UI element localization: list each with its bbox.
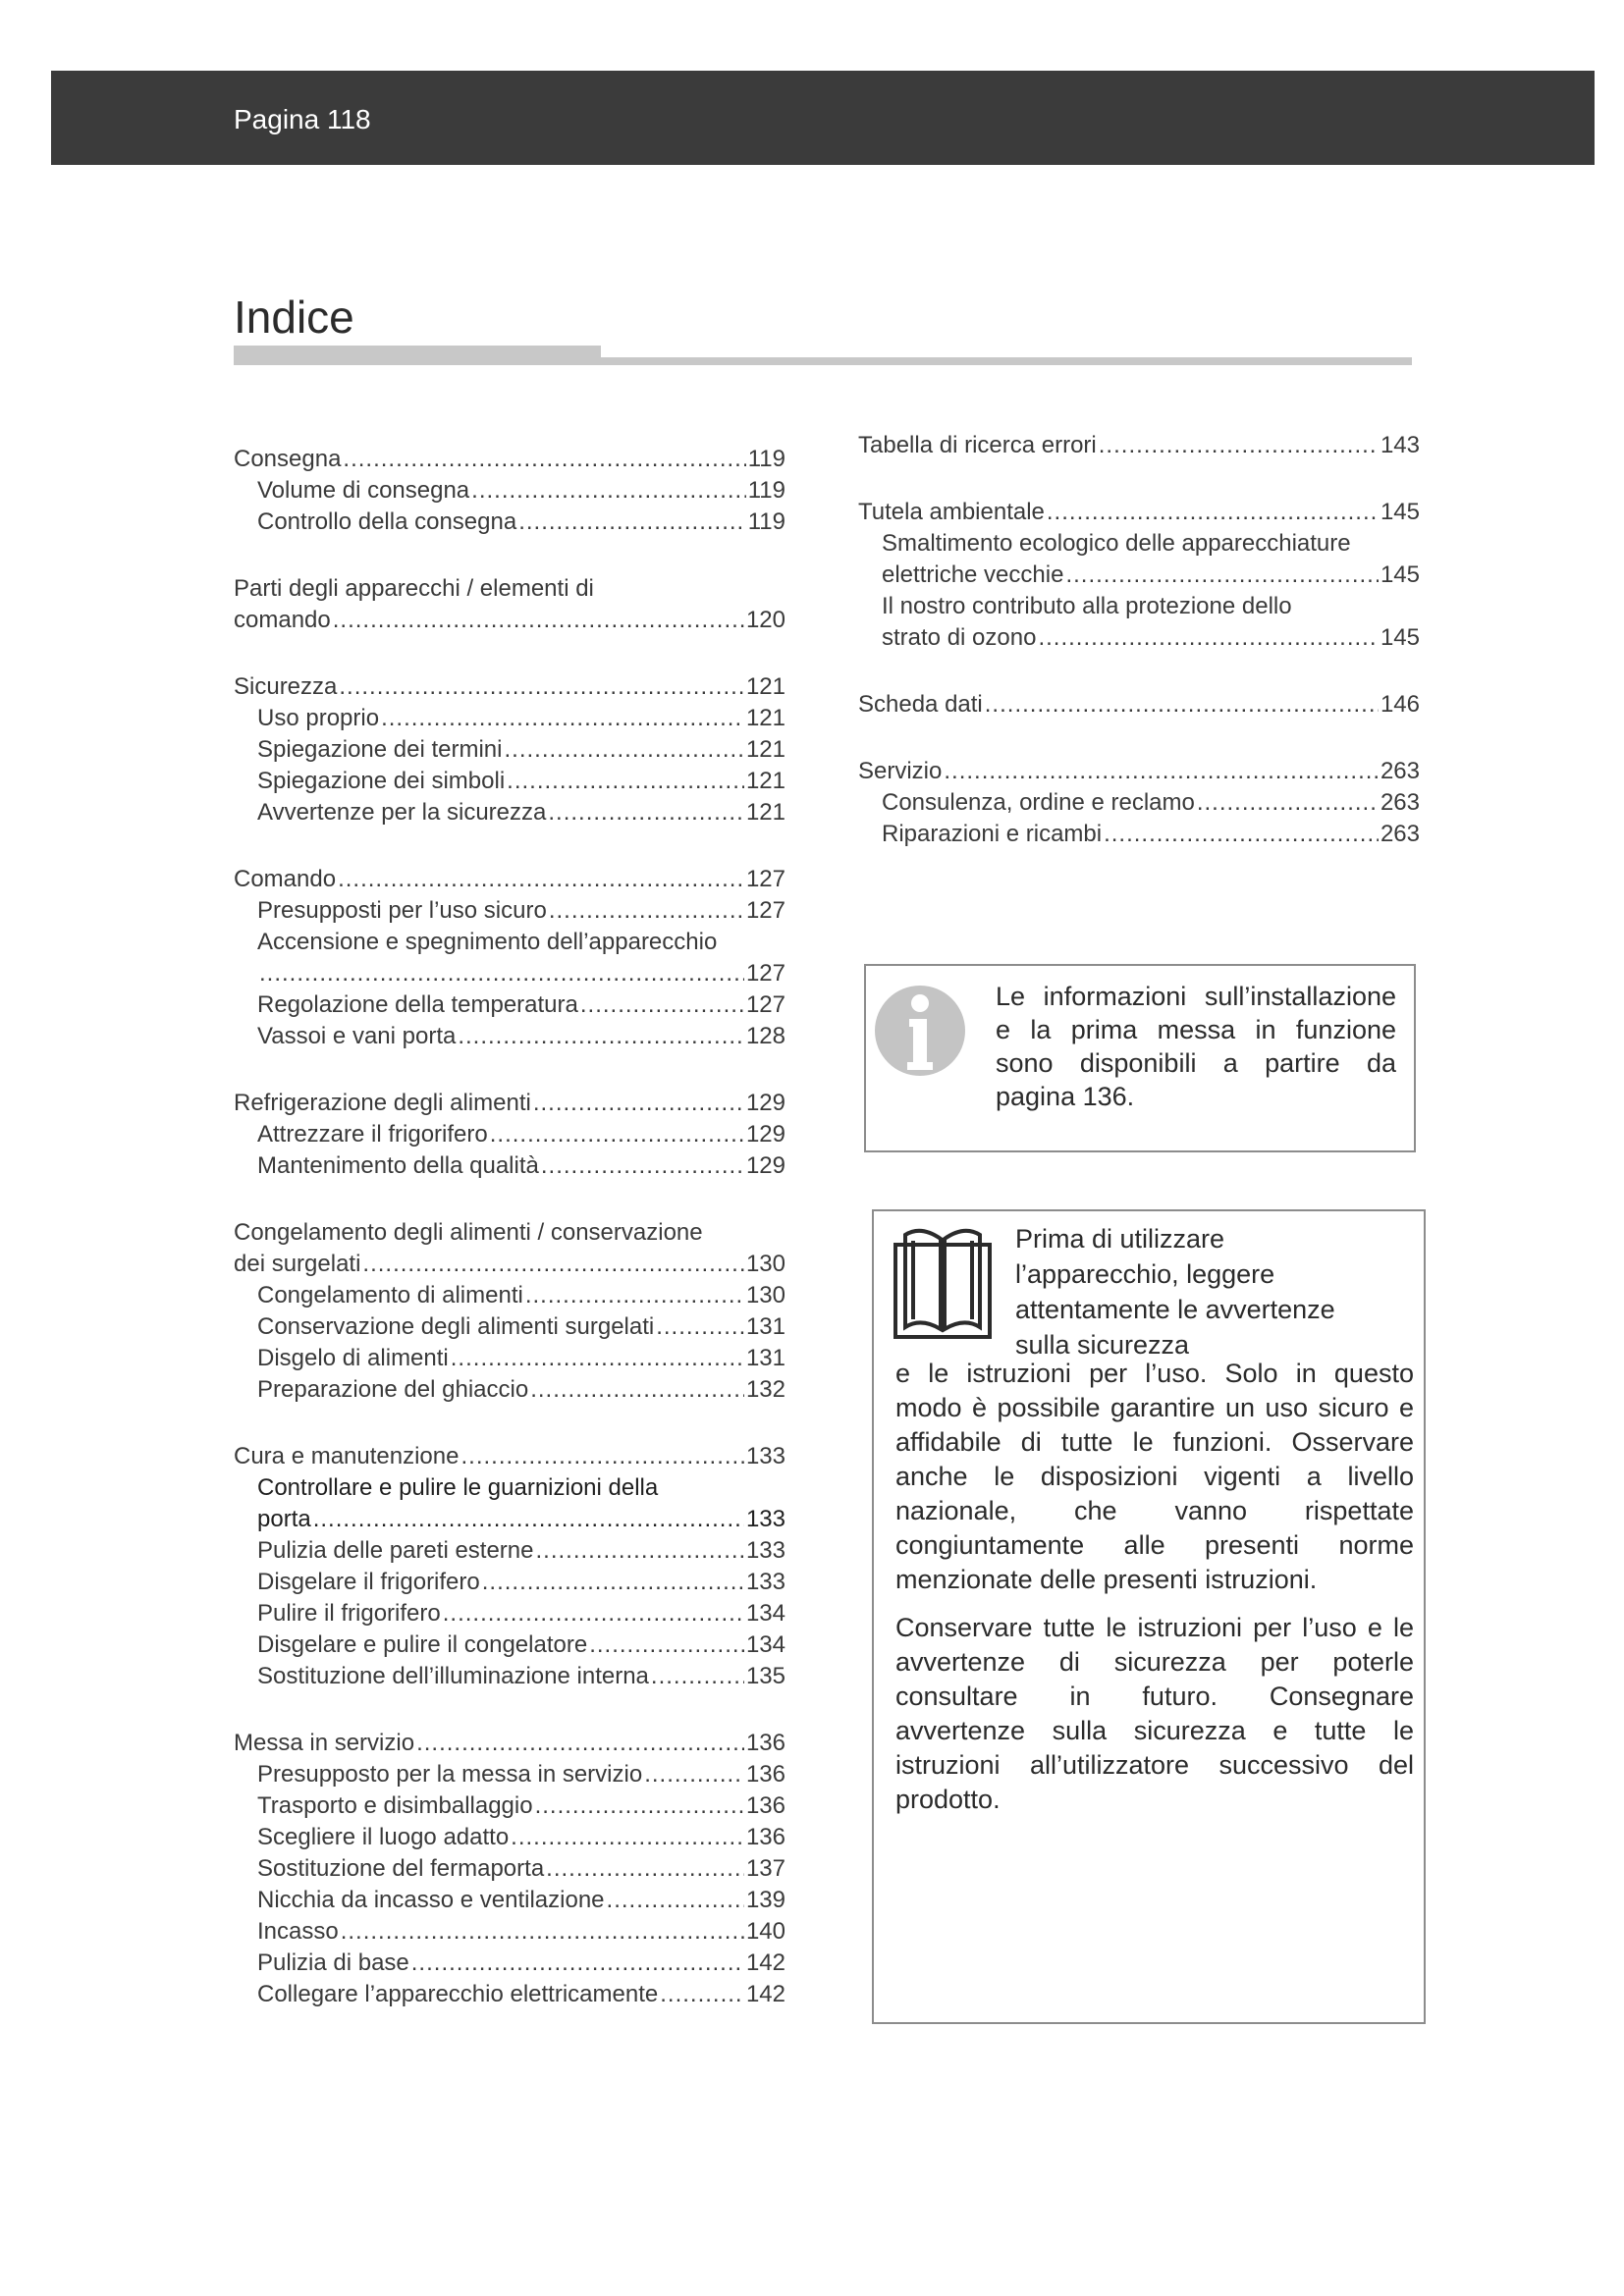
toc-leader-dots: [381, 703, 744, 734]
toc-page-number: 121: [745, 705, 785, 731]
toc-entry-label: Attrezzare il frigorifero: [257, 1121, 488, 1148]
toc-entry-label: Mantenimento della qualità: [257, 1152, 539, 1179]
read-manual-box: [872, 1209, 1426, 2024]
toc-page-number: 142: [745, 1981, 785, 2007]
toc-entry-label: Preparazione del ghiaccio: [257, 1376, 529, 1403]
toc-entry-label: Disgelare il frigorifero: [257, 1569, 480, 1595]
toc-subentry: [234, 1822, 785, 1853]
toc-left-column: [234, 444, 785, 2046]
toc-right-column: [858, 430, 1420, 885]
toc-page-number: 130: [745, 1251, 785, 1277]
toc-page-number: 145: [1380, 499, 1420, 525]
toc-entry: [858, 689, 1420, 721]
toc-page-number: 121: [745, 768, 785, 794]
toc-entry-label: porta: [257, 1506, 311, 1532]
toc-section: [234, 444, 785, 538]
page-title: Indice: [234, 292, 354, 343]
toc-entry-label: Collegare l’apparecchio elettricamente: [257, 1981, 659, 2007]
toc-page-number: 263: [1380, 758, 1420, 784]
toc-entry-label: Disgelo di alimenti: [257, 1345, 449, 1371]
toc-subentry: [858, 622, 1420, 654]
toc-leader-dots: [471, 475, 746, 507]
toc-subentry: [234, 1790, 785, 1822]
toc-page-number: 140: [745, 1918, 785, 1945]
toc-leader-dots: [1197, 787, 1379, 819]
toc-page-number: 121: [745, 736, 785, 763]
toc-entry: [858, 497, 1420, 528]
toc-entry-label: Sostituzione del fermaporta: [257, 1855, 545, 1882]
toc-page-number: 127: [745, 866, 785, 892]
toc-subentry: [858, 560, 1420, 591]
toc-subentry: [234, 1916, 785, 1948]
toc-leader-dots: [511, 1822, 744, 1853]
toc-entry-label: Pulizia di base: [257, 1949, 409, 1976]
toc-entry-label: elettriche vecchie: [882, 561, 1064, 588]
toc-entry-label: Vassoi e vani porta: [257, 1023, 457, 1049]
toc-leader-dots: [416, 1728, 744, 1759]
toc-section: [858, 756, 1420, 850]
toc-subentry: [858, 787, 1420, 819]
toc-entry-label: Conservazione degli alimenti surgelati: [257, 1313, 655, 1340]
toc-subentry: [234, 734, 785, 766]
toc-subentry: [234, 766, 785, 797]
toc-entry: [234, 864, 785, 895]
toc-subentry: [234, 1535, 785, 1567]
toc-entry-label: Consegna: [234, 446, 342, 472]
toc-leader-dots: [1047, 497, 1379, 528]
toc-entry-label: Pulire il frigorifero: [257, 1600, 441, 1627]
toc-entry-label: Parti degli apparecchi / elementi di: [234, 575, 594, 602]
toc-subentry: [234, 1853, 785, 1885]
page-number-label: Pagina 118: [234, 104, 371, 134]
toc-leader-dots: [580, 989, 744, 1021]
toc-entry-label: Controllare e pulire le guarnizioni della: [257, 1474, 659, 1501]
toc-subentry: [234, 1948, 785, 1979]
toc-entry-label: Cura e manutenzione: [234, 1443, 460, 1469]
toc-page-number: 127: [745, 960, 785, 987]
toc-page-number: 133: [745, 1443, 785, 1469]
toc-subentry: [234, 1150, 785, 1182]
toc-subentry: [234, 797, 785, 828]
toc-entry-label: Comando: [234, 866, 337, 892]
toc-section: [858, 430, 1420, 461]
toc-subentry: [234, 1119, 785, 1150]
toc-leader-dots: [411, 1948, 744, 1979]
toc-leader-dots: [343, 444, 745, 475]
toc-page-number: 133: [745, 1537, 785, 1564]
toc-section: [858, 497, 1420, 654]
toc-section: [234, 671, 785, 828]
toc-entry-label: Servizio: [858, 758, 943, 784]
toc-leader-dots: [458, 1021, 744, 1052]
toc-entry-label: Riparazioni e ricambi: [882, 821, 1103, 847]
toc-entry: [234, 1217, 785, 1249]
toc-section: [234, 1088, 785, 1182]
toc-subentry: [234, 507, 785, 538]
toc-subentry: [858, 591, 1420, 622]
toc-page-number: 145: [1380, 624, 1420, 651]
toc-leader-dots: [536, 1535, 744, 1567]
toc-page-number: 133: [745, 1569, 785, 1595]
toc-leader-dots: [546, 1853, 744, 1885]
toc-entry: [234, 444, 785, 475]
toc-page-number: 121: [745, 673, 785, 700]
manual-box-paragraph-2: Conservare tutte le istruzioni per l’uso e le avvertenze di sicurezza per poterle consultare in futuro. Consegnare avvertenze sulla sicurezza e tutte le istruzioni all’utilizzatore successivo del prodotto.: [895, 1613, 1414, 1814]
toc-entry-label: Refrigerazione degli alimenti: [234, 1090, 531, 1116]
toc-entry-label: Tabella di ricerca errori: [858, 432, 1097, 458]
toc-page-number: 137: [745, 1855, 785, 1882]
toc-page-number: 127: [745, 991, 785, 1018]
toc-subentry: [234, 1311, 785, 1343]
manual-box-heading: Prima di utilizzare l’apparecchio, leggere attentamente le avvertenze sulla sicurezza: [1015, 1224, 1335, 1360]
toc-entry-label: Spiegazione dei simboli: [257, 768, 506, 794]
toc-entry-label: Uso proprio: [257, 705, 380, 731]
toc-page-number: 145: [1380, 561, 1420, 588]
toc-entry-label: Regolazione della temperatura: [257, 991, 578, 1018]
toc-page-number: 142: [745, 1949, 785, 1976]
info-note-box: [864, 964, 1416, 1152]
toc-page-number: 130: [745, 1282, 785, 1308]
toc-leader-dots: [651, 1661, 744, 1692]
info-note-text: Le informazioni sull’installazione e la prima messa in funzione sono disponibili a partire da pagina 136.: [996, 982, 1396, 1111]
toc-leader-dots: [1065, 560, 1379, 591]
toc-page-number: 131: [745, 1313, 785, 1340]
toc-subentry: [234, 1567, 785, 1598]
toc-subentry: [234, 1343, 785, 1374]
toc-page-number: 129: [745, 1152, 785, 1179]
toc-page-number: 134: [745, 1600, 785, 1627]
toc-entry: [234, 1088, 785, 1119]
toc-leader-dots: [504, 734, 743, 766]
toc-page-number: 136: [745, 1730, 785, 1756]
toc-entry-label: strato di ozono: [882, 624, 1037, 651]
toc-subentry: [234, 1759, 785, 1790]
toc-leader-dots: [1099, 430, 1379, 461]
toc-page-number: 136: [745, 1761, 785, 1788]
toc-leader-dots: [656, 1311, 744, 1343]
toc-subentry: [234, 989, 785, 1021]
toc-subentry: [234, 1885, 785, 1916]
toc-page-number: 119: [747, 477, 785, 504]
toc-leader-dots: [339, 671, 744, 703]
toc-leader-dots: [443, 1598, 744, 1629]
toc-entry-label: Messa in servizio: [234, 1730, 415, 1756]
toc-page-number: 129: [745, 1121, 785, 1148]
toc-entry-label: Smaltimento ecologico delle apparecchiature: [882, 530, 1351, 557]
toc-entry-label: Scheda dati: [858, 691, 983, 718]
toc-page-number: 136: [745, 1824, 785, 1850]
toc-entry: [234, 671, 785, 703]
toc-section: [234, 1728, 785, 2010]
toc-leader-dots: [548, 797, 744, 828]
toc-leader-dots: [362, 1249, 744, 1280]
toc-section: [858, 689, 1420, 721]
toc-entry-label: Consulenza, ordine e reclamo: [882, 789, 1195, 816]
toc-leader-dots: [549, 895, 744, 927]
toc-leader-dots: [460, 1441, 743, 1472]
toc-page-number: 146: [1380, 691, 1420, 718]
toc-subentry: [234, 1629, 785, 1661]
toc-leader-dots: [451, 1343, 744, 1374]
toc-entry-label: Incasso: [257, 1918, 339, 1945]
toc-leader-dots: [338, 864, 744, 895]
toc-entry: [858, 430, 1420, 461]
toc-subentry: [234, 1661, 785, 1692]
toc-section: [234, 1217, 785, 1406]
toc-leader-dots: [518, 507, 746, 538]
toc-leader-dots: [530, 1374, 744, 1406]
toc-page-number: 263: [1380, 821, 1420, 847]
toc-leader-dots: [533, 1088, 744, 1119]
toc-entry-label: Spiegazione dei termini: [257, 736, 503, 763]
toc-subentry: [234, 958, 785, 989]
toc-subentry: [234, 927, 785, 958]
toc-page-number: 263: [1380, 789, 1420, 816]
info-icon: [874, 980, 966, 1082]
toc-entry: [858, 756, 1420, 787]
toc-leader-dots: [507, 766, 744, 797]
title-underline-thin: [601, 357, 1412, 365]
toc-page-number: 119: [747, 508, 785, 535]
toc-page-number: 131: [745, 1345, 785, 1371]
toc-page-number: 135: [745, 1663, 785, 1689]
toc-entry-label: Nicchia da incasso e ventilazione: [257, 1887, 605, 1913]
toc-subentry: [234, 1598, 785, 1629]
toc-subentry: [234, 895, 785, 927]
toc-entry-label: Avvertenze per la sicurezza: [257, 799, 547, 826]
toc-subentry: [858, 819, 1420, 850]
toc-leader-dots: [589, 1629, 744, 1661]
page-header-bar: [51, 71, 1595, 165]
toc-entry-label: Il nostro contributo alla protezione dello: [882, 593, 1292, 619]
toc-leader-dots: [535, 1790, 744, 1822]
manual-box-body: [895, 1357, 1414, 1831]
toc-entry-label: comando: [234, 607, 331, 633]
toc-subentry: [234, 1979, 785, 2010]
toc-section: [234, 864, 785, 1052]
toc-section: [234, 573, 785, 636]
toc-leader-dots: [644, 1759, 744, 1790]
manual-box-paragraph-1: e le istruzioni per l’uso. Solo in questo modo è possibile garantire un uso sicuro e affidabile di tutte le funzioni. Osservare anche le disposizioni vigenti a livello nazionale, che vanno rispettate congiuntamente alle presenti norme menzionate delle presenti istruzioni.: [895, 1359, 1414, 1594]
toc-leader-dots: [985, 689, 1379, 721]
toc-subentry: [234, 1504, 785, 1535]
toc-entry-label: Presupposto per la messa in servizio: [257, 1761, 643, 1788]
toc-leader-dots: [607, 1885, 744, 1916]
toc-entry-label: Disgelare e pulire il congelatore: [257, 1631, 588, 1658]
toc-subentry: [234, 1021, 785, 1052]
toc-entry: [234, 1249, 785, 1280]
toc-entry-label: Trasporto e disimballaggio: [257, 1792, 533, 1819]
toc-entry-label: Volume di consegna: [257, 477, 470, 504]
book-icon: [892, 1221, 994, 1341]
toc-subentry: [234, 475, 785, 507]
toc-entry: [234, 605, 785, 636]
toc-entry-label: Accensione e spegnimento dell’apparecchio: [257, 929, 718, 955]
toc-page-number: 143: [1380, 432, 1420, 458]
toc-leader-dots: [490, 1119, 744, 1150]
toc-leader-dots: [525, 1280, 744, 1311]
toc-page-number: 120: [745, 607, 785, 633]
toc-entry: [234, 1728, 785, 1759]
toc-leader-dots: [541, 1150, 744, 1182]
toc-section: [234, 1441, 785, 1692]
toc-subentry: [234, 1280, 785, 1311]
toc-page-number: 121: [745, 799, 785, 826]
toc-leader-dots: [482, 1567, 744, 1598]
toc-page-number: 129: [745, 1090, 785, 1116]
toc-page-number: 119: [747, 446, 785, 472]
toc-subentry: [858, 528, 1420, 560]
toc-leader-dots: [944, 756, 1379, 787]
toc-leader-dots: [313, 1504, 744, 1535]
toc-subentry: [234, 1472, 785, 1504]
toc-page-number: 132: [745, 1376, 785, 1403]
toc-subentry: [234, 1374, 785, 1406]
toc-entry-label: Congelamento di alimenti: [257, 1282, 523, 1308]
toc-entry-label: Pulizia delle pareti esterne: [257, 1537, 534, 1564]
toc-page-number: 127: [745, 897, 785, 924]
toc-page-number: 128: [745, 1023, 785, 1049]
toc-entry-label: Presupposti per l’uso sicuro: [257, 897, 547, 924]
toc-entry-label: Congelamento degli alimenti / conservazione: [234, 1219, 703, 1246]
toc-leader-dots: [333, 605, 744, 636]
toc-entry-label: Tutela ambientale: [858, 499, 1045, 525]
toc-page-number: 136: [745, 1792, 785, 1819]
toc-entry-label: Controllo della consegna: [257, 508, 517, 535]
toc-entry: [234, 573, 785, 605]
toc-entry-label: Scegliere il luogo adatto: [257, 1824, 510, 1850]
toc-page-number: 133: [745, 1506, 785, 1532]
toc-leader-dots: [259, 958, 744, 989]
toc-leader-dots: [341, 1916, 744, 1948]
toc-subentry: [234, 703, 785, 734]
toc-page-number: 134: [745, 1631, 785, 1658]
title-underline-thick: [234, 346, 601, 365]
toc-leader-dots: [1038, 622, 1379, 654]
toc-leader-dots: [1104, 819, 1379, 850]
toc-entry: [234, 1441, 785, 1472]
toc-page-number: 139: [745, 1887, 785, 1913]
toc-entry-label: Sicurezza: [234, 673, 338, 700]
toc-leader-dots: [660, 1979, 744, 2010]
toc-entry-label: dei surgelati: [234, 1251, 361, 1277]
toc-entry-label: Sostituzione dell’illuminazione interna: [257, 1663, 649, 1689]
